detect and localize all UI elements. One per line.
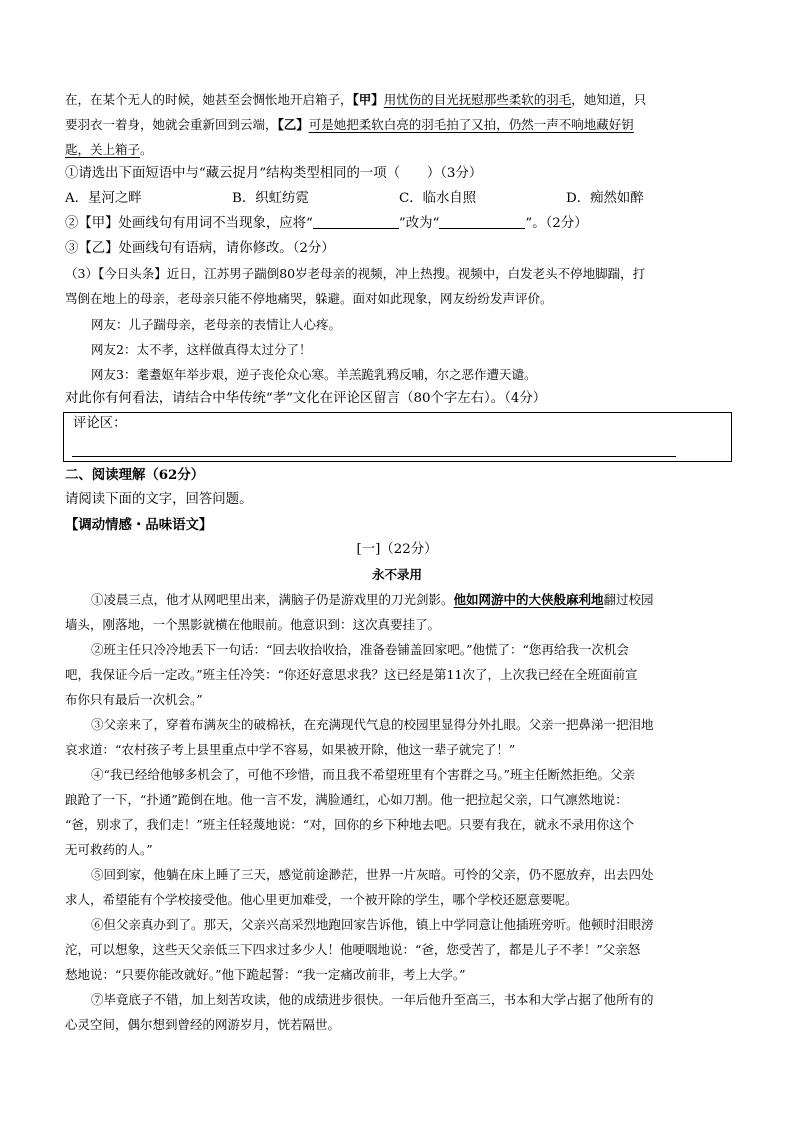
netizen-comment-1: 网友：儿子踹母亲，老母亲的表情让人心疼。 xyxy=(91,317,342,332)
section-heading: 二、阅读理解（62分） xyxy=(65,467,205,483)
passage-text: ，她知道，只 xyxy=(571,92,647,107)
para-1-line-2: 墙头，刚落地，一个黑影就横在他眼前。他意识到：这次真要挂了。 xyxy=(65,617,441,632)
part-label: [一]（22分） xyxy=(356,542,438,557)
section-instruction: 请阅读下面的文字，回答问题。 xyxy=(65,492,253,507)
question-2 xyxy=(65,215,588,233)
question-2-text: ”。（2分） xyxy=(525,216,588,231)
underlined-sentence-yi-end: 匙，关上箱子 xyxy=(65,142,141,157)
para-5-line-1: ⑤回到家，他躺在床上睡了三天，感觉前途渺茫，世界一片灰暗。可怜的父亲，仍不愿放弃，出去四处 xyxy=(91,867,654,882)
para-6-line-3: 愁地说：“只要你能改就好。”他下跪起誓：“我一定痛改前非，考上大学。” xyxy=(65,967,466,982)
article-title: 永不录用 xyxy=(371,567,422,582)
option-a: A．星河之畔 xyxy=(65,191,142,206)
para-2-line-1: ②班主任只冷冷地丢下一句话：“回去收拾收拾，准备卷铺盖回家吧。”他慌了：“您再给我一次机会 xyxy=(91,642,629,657)
answer-blank-2[interactable] xyxy=(439,216,525,229)
para-5-line-2: 求人，希望能有个学校接受他。他心里更加难受，一个被开除的学生，哪个学校还愿意要呢。 xyxy=(65,892,578,907)
para-4-line-2: 踉跄了一下，“扑通”跪倒在地。他一言不发，满脸通红，心如刀割。他一把拉起父亲，口气凛然地说： xyxy=(65,792,628,807)
para-7-line-2: 心灵空间，偶尔想到曾经的网游岁月，恍若隔世。 xyxy=(65,1017,341,1032)
question-3: ③【乙】处画线句有语病，请你修改。（2分） xyxy=(65,241,335,256)
para-4-line-3: “爸，别求了，我们走！”班主任轻蔑地说：“对，回你的乡下种地去吧。只要有我在，就永不录用你这个 xyxy=(65,817,635,832)
answer-blank-1[interactable] xyxy=(313,216,399,229)
para-4-line-4: 无可救药的人。” xyxy=(65,842,153,857)
underlined-sentence-yi: 可是她把柔软白亮的羽毛拍了又拍，仍然一声不响地藏好钥 xyxy=(308,117,634,132)
option-b: B．织虹纺霓 xyxy=(232,191,309,206)
netizen-comment-2: 网友2：太不孝，这样做真得太过分了！ xyxy=(91,342,312,357)
item-3-line-2: 骂倒在地上的母亲，老母亲只能不停地痛哭，躲避。面对如此现象，网友纷纷发声评价。 xyxy=(65,291,553,306)
para-4-line-1: ④“我已经给他够多机会了，可他不珍惜，而且我不希望班里有个害群之马。”班主任断然拒绝。父亲 xyxy=(91,767,636,782)
para-2-line-3: 布你只有最后一次机会。” xyxy=(65,692,203,707)
para-2-line-2: 吧，我保证今后一定改。”班主任冷笑：“你还好意思求我？这已经是第11次了，上次我已经在全班面前宣 xyxy=(65,667,638,682)
mark-jia: 【甲】 xyxy=(352,92,384,107)
passage-line-2 xyxy=(65,116,634,134)
question-2-text: ②【甲】处画线句有用词不当现象，应将“ xyxy=(65,216,313,231)
underlined-sentence: 他如网游中的大侠般麻利地 xyxy=(453,592,604,607)
passage-line-1 xyxy=(65,91,646,109)
passage-text: 在，在某个无人的时候，她甚至会惆怅地开启箱子， xyxy=(65,92,353,107)
question-2-text: ”改为“ xyxy=(398,216,440,231)
passage-text: 。 xyxy=(140,142,153,157)
para-text: ①凌晨三点，他才从网吧里出来，满脑子仍是游戏里的刀光剑影。 xyxy=(91,592,454,607)
mark-yi: 【乙】 xyxy=(277,117,309,132)
para-6-line-1: ⑥但父亲真办到了。那天，父亲兴高采烈地跑回家告诉他，镇上中学同意让他插班旁听。他顿时泪眼滂 xyxy=(91,917,654,932)
passage-text: 要羽衣一着身，她就会重新回到云端， xyxy=(65,117,278,132)
option-d: D．痴然如醉 xyxy=(566,191,644,206)
para-7-line-1: ⑦毕竟底子不错，加上刻苦攻读，他的成绩进步很快。一年后他升至高三，书本和大学占据了他所有的 xyxy=(91,992,654,1007)
question-1-stem: ①请选出下面短语中与“藏云捉月”结构类型相同的一项（ ）（3分） xyxy=(65,166,483,181)
comment-box[interactable] xyxy=(63,412,732,462)
section-subheading: 【调动情感・品味语文】 xyxy=(65,517,213,533)
comment-writing-line xyxy=(72,456,676,457)
para-3-line-2: 哀求道：“农村孩子考上县里重点中学不容易，如果被开除，他这一辈子就完了！” xyxy=(65,742,516,757)
item-3-prompt: 对此你有何看法，请结合中华传统“孝”文化在评论区留言（80个字左右）。（4分） xyxy=(65,391,547,406)
para-3-line-1: ③父亲来了，穿着布满灰尘的破棉袄，在充满现代气息的校园里显得分外扎眼。父亲一把鼻涕一把泪地 xyxy=(91,717,654,732)
underlined-sentence-jia: 用忧伤的目光抚慰那些柔软的羽毛 xyxy=(383,92,572,107)
para-6-line-2: 沱，可以想象，这些天父亲低三下四求过多少人！他哽咽地说：“爸，您受苦了，都是儿子不孝！”父亲怒 xyxy=(65,942,641,957)
para-text: 翻过校园 xyxy=(603,592,654,607)
item-3-line-1: （3）【今日头条】近日，江苏男子踹倒80岁老母亲的视频，冲上热搜。视频中，白发老头不停地脚踹，打 xyxy=(65,266,646,281)
passage-line-3 xyxy=(65,141,153,159)
para-1-line-1 xyxy=(91,591,654,609)
option-c: C．临水自照 xyxy=(399,191,477,206)
comment-box-label: 评论区： xyxy=(73,416,127,431)
netizen-comment-3: 网友3：耄耋妪年举步艰，逆子丧伦众心寒。羊羔跪乳鸦反哺，尔之恶作遭天谴。 xyxy=(91,367,537,382)
